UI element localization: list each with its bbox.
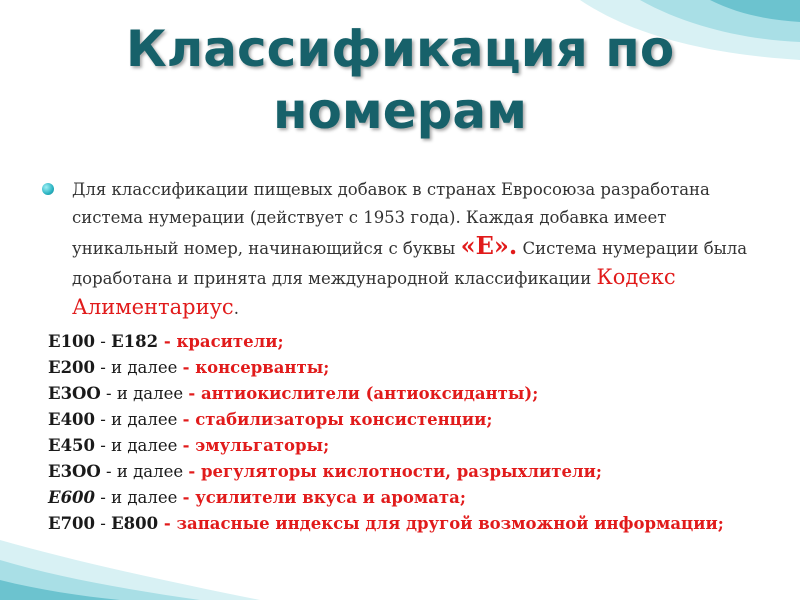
code-row <box>48 329 768 355</box>
code-category: усилители вкуса и аромата; <box>195 488 466 507</box>
code-separator: - и далее <box>95 358 183 377</box>
code-category: регуляторы кислотности, разрыхлители; <box>200 462 602 481</box>
code-start: E700 <box>48 514 96 533</box>
code-row <box>48 407 768 433</box>
code-separator: - <box>158 332 177 351</box>
intro-text-part2: Система нумерации была доработана и принята для международной классификации <box>72 239 748 288</box>
code-start: E200 <box>48 358 96 377</box>
codex-highlight: Кодекс Алиментариус <box>72 265 676 319</box>
code-separator: - <box>95 514 112 533</box>
code-category: красители; <box>176 332 284 351</box>
code-start: E600 <box>48 488 96 507</box>
code-category: консерванты; <box>195 358 330 377</box>
code-separator: - <box>182 358 196 377</box>
code-end: E800 <box>111 514 159 533</box>
code-category: эмульгаторы; <box>195 436 330 455</box>
code-end: E182 <box>111 332 159 351</box>
code-separator: - <box>182 488 196 507</box>
corner-decoration-bottom-left <box>0 530 260 600</box>
code-separator: - <box>95 332 112 351</box>
code-start: E3OO <box>48 462 101 481</box>
code-start: E450 <box>48 436 96 455</box>
code-start: E100 <box>48 332 96 351</box>
code-separator: - <box>182 410 196 429</box>
code-row <box>48 511 768 534</box>
intro-text-part1: Для классификации пищевых добавок в странах Евросоюза разработана система нумерации (действует с 1953 года). Каждая добавка имеет уникальный номер, начинающийся с буквы <box>72 180 710 258</box>
code-category: запасные индексы для другой возможной информации; <box>176 514 724 533</box>
code-separator: - и далее <box>100 384 189 403</box>
intro-text <box>72 176 748 323</box>
code-start: E400 <box>48 410 96 429</box>
code-separator: - и далее <box>95 436 183 455</box>
e-letter-highlight: «E». <box>460 231 518 260</box>
code-separator: - и далее <box>95 488 183 507</box>
code-start: E3OO <box>48 384 101 403</box>
code-row <box>48 459 768 485</box>
code-row <box>48 381 768 407</box>
page-title: Классификация по номерам <box>125 20 675 140</box>
code-separator: - и далее <box>100 462 189 481</box>
code-row <box>48 485 768 511</box>
code-category: антиокислители (антиоксиданты); <box>200 384 539 403</box>
code-separator: - <box>158 514 177 533</box>
code-list <box>48 329 768 534</box>
intro-text-end: . <box>233 299 239 318</box>
bullet-icon <box>42 183 54 195</box>
code-row <box>48 355 768 381</box>
code-row <box>48 433 768 459</box>
code-separator: - <box>182 436 196 455</box>
code-separator: - и далее <box>95 410 183 429</box>
code-separator: - <box>188 462 201 481</box>
code-separator: - <box>188 384 201 403</box>
intro-bullet <box>48 176 748 323</box>
code-category: стабилизаторы консистенции; <box>195 410 493 429</box>
